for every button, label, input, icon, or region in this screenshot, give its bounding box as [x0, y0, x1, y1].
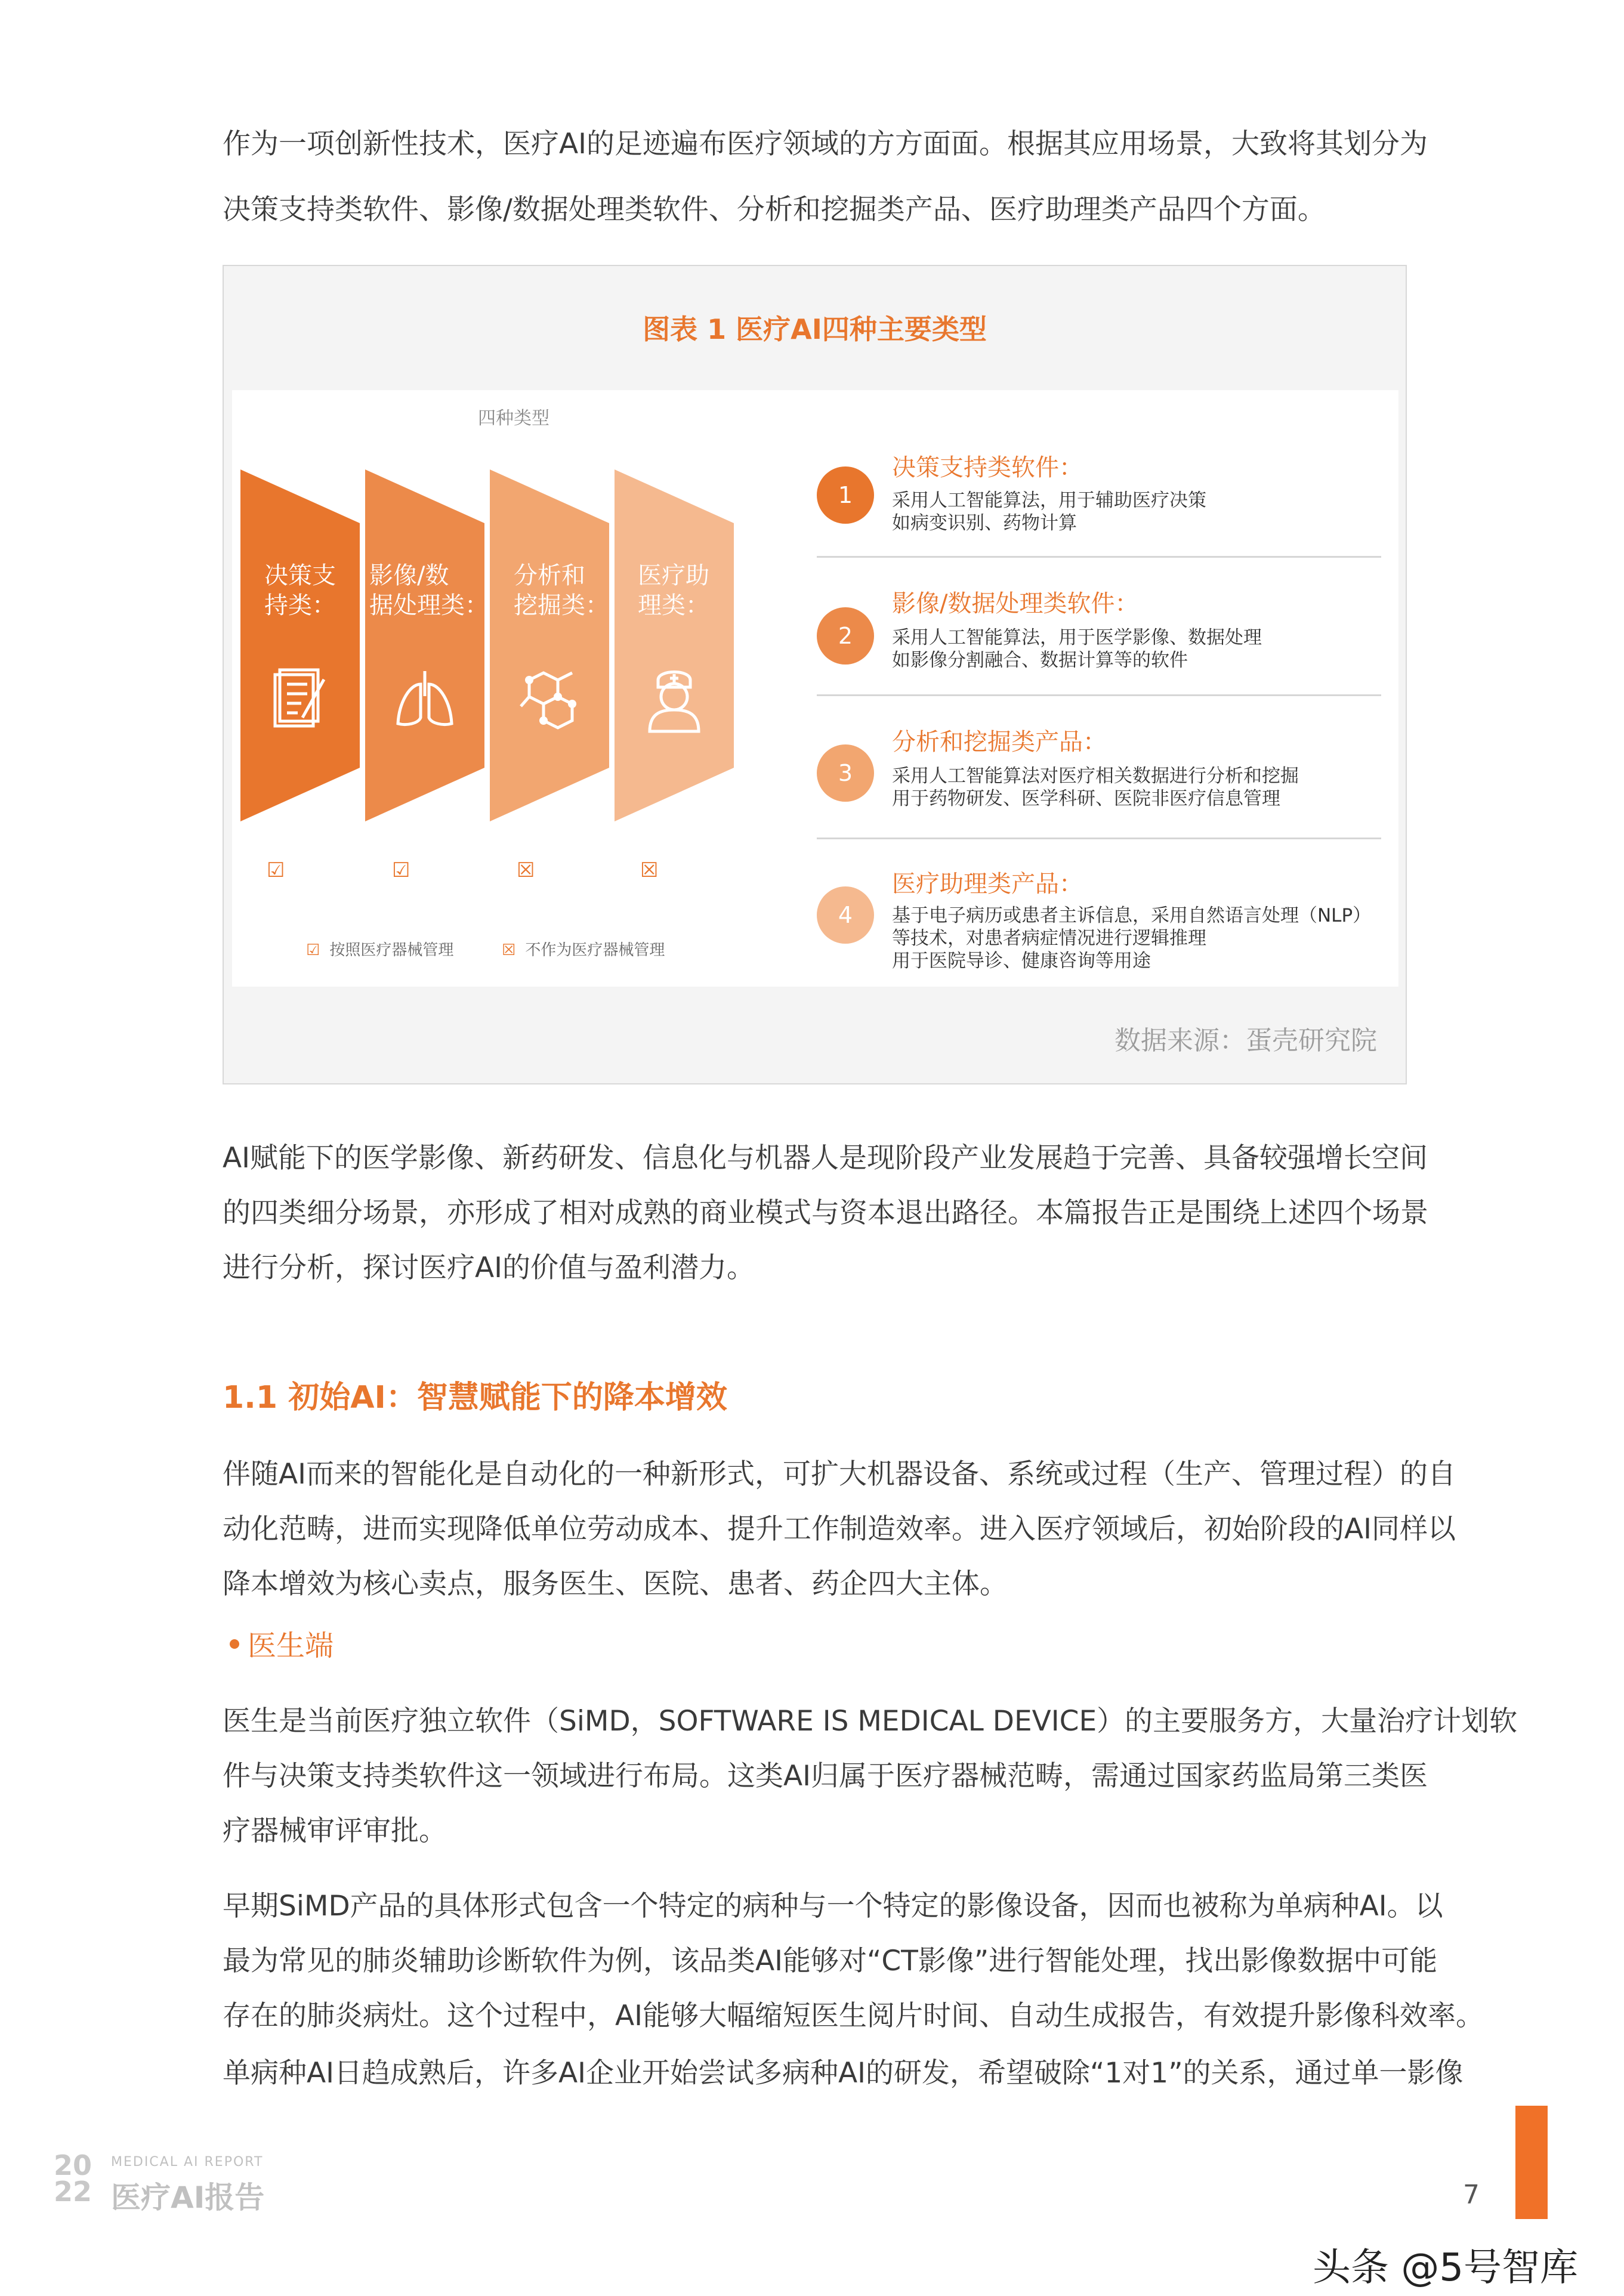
item-number-badge: 1	[817, 466, 874, 524]
item-desc: 采用人工智能算法，用于医学影像、数据处理 如影像分割融合、数据计算等的软件	[892, 627, 1262, 671]
item-divider	[817, 838, 1381, 839]
types-label: 四种类型	[478, 408, 549, 429]
bullet-dot-icon	[230, 1639, 239, 1649]
molecule-icon	[517, 668, 583, 730]
type-chevron-4	[615, 469, 734, 821]
bullet-heading-doctor: 医生端	[230, 1623, 334, 1664]
item-desc: 采用人工智能算法，用于辅助医疗决策 如病变识别、药物计算	[892, 490, 1206, 534]
watermark: 头条 @5号智库	[1313, 2246, 1579, 2290]
item-divider	[817, 556, 1381, 558]
figure-panel	[232, 390, 1398, 987]
item-number-badge: 4	[817, 886, 874, 944]
type-check-1: ☑	[267, 858, 285, 882]
item-number-badge: 2	[817, 607, 874, 665]
legend-managed-mark: ☑	[306, 941, 320, 959]
item-title: 影像/数据处理类软件：	[892, 590, 1139, 617]
legend-not-managed-mark: ☒	[502, 941, 516, 959]
item-divider	[817, 694, 1381, 696]
type-chevron-3	[490, 469, 609, 821]
logo-year-top: 20	[54, 2149, 92, 2181]
intro-line: 作为一项创新性技术，医疗AI的足迹遍布医疗领域的方方面面。根据其应用场景，大致将其划分为	[223, 128, 1428, 160]
logo-year-bottom: 22	[54, 2176, 92, 2208]
item-desc: 基于电子病历或患者主诉信息，采用自然语言处理（NLP） 等技术，对患者病症情况进行逻辑推理 用于医院导诊、健康咨询等用途	[892, 905, 1372, 972]
page-accent-bar	[1515, 2106, 1548, 2219]
type-label-4: 医疗助 理类：	[638, 562, 709, 619]
lungs-icon	[392, 666, 458, 732]
type-check-4: ☒	[640, 858, 659, 882]
type-chevron-2	[365, 469, 484, 821]
paragraph-ai-scenarios: AI赋能下的医学影像、新药研发、信息化与机器人是现阶段产业发展趋于完善、具备较强增长空间 的四类细分场景，亦形成了相对成熟的商业模式与资本退出路径。本篇报告正是围绕上述四个场景 进行分析，探讨医疗AI的价值与盈利潜力。	[223, 1142, 1428, 1284]
section-heading: 1.1 初始AI：智慧赋能下的降本增效	[223, 1380, 727, 1416]
item-title: 决策支持类软件：	[892, 454, 1083, 481]
logo-report-en: MEDICAL AI REPORT	[111, 2155, 264, 2170]
figure-container	[223, 265, 1407, 1084]
paragraph-intelligence: 伴随AI而来的智能化是自动化的一种新形式，可扩大机器设备、系统或过程（生产、管理过程）的自 动化范畴，进而实现降低单位劳动成本、提升工作制造效率。进入医疗领域后，初始阶段的AI同样以 降本增效为核心卖点，服务医生、医院、患者、药企四大主体。	[223, 1458, 1456, 1600]
type-chevron-1	[240, 469, 360, 821]
type-check-2: ☑	[392, 858, 410, 882]
intro-paragraph	[223, 117, 1428, 237]
item-number-badge: 3	[817, 744, 874, 802]
type-label-3: 分析和 挖掘类：	[514, 562, 609, 619]
nurse-icon	[641, 663, 707, 734]
type-label-1: 决策支 持类：	[264, 562, 336, 619]
item-title: 医疗助理类产品：	[892, 870, 1083, 898]
item-desc: 采用人工智能算法对医疗相关数据进行分析和挖掘 用于药物研发、医学科研、医院非医疗信息管理	[892, 765, 1299, 809]
type-check-3: ☒	[517, 858, 535, 882]
figure-source: 数据来源：蛋壳研究院	[1114, 1025, 1377, 1056]
intro-line: 决策支持类软件、影像/数据处理类软件、分析和挖掘类产品、医疗助理类产品四个方面。	[223, 193, 1326, 226]
type-label-2: 影像/数 据处理类：	[369, 562, 489, 619]
paragraph-simd: 医生是当前医疗独立软件（SiMD，SOFTWARE IS MEDICAL DEVICE）的主要服务方，大量治疗计划软 件与决策支持类软件这一领域进行布局。这类AI归属于医疗器械范畴，需通过国家药监局第三类医 疗器械审评审批。	[223, 1705, 1518, 1847]
legend-managed: ☑ 按照医疗器械管理	[306, 941, 454, 959]
figure-title: 图表 1 医疗AI四种主要类型	[643, 313, 987, 345]
legend-not-managed: ☒ 不作为医疗器械管理	[502, 941, 665, 959]
logo-report-cn: 医疗AI报告	[111, 2180, 265, 2215]
paragraph-single-disease: 早期SiMD产品的具体形式包含一个特定的病种与一个特定的影像设备，因而也被称为单病种AI。以 最为常见的肺炎辅助诊断软件为例，该品类AI能够对“CT影像”进行智能处理，找出影像数据中可能 存在的肺炎病灶。这个过程中，AI能够大幅缩短医生阅片时间、自动生成报告，有效提升影像科效率。	[223, 1890, 1484, 2032]
item-title: 分析和挖掘类产品：	[892, 728, 1107, 756]
paragraph-multi-disease: 单病种AI日趋成熟后，许多AI企业开始尝试多病种AI的研发，希望破除“1对1”的关系，通过单一影像	[223, 2057, 1464, 2090]
document-pen-icon	[271, 666, 329, 732]
page-number: 7	[1463, 2180, 1480, 2210]
